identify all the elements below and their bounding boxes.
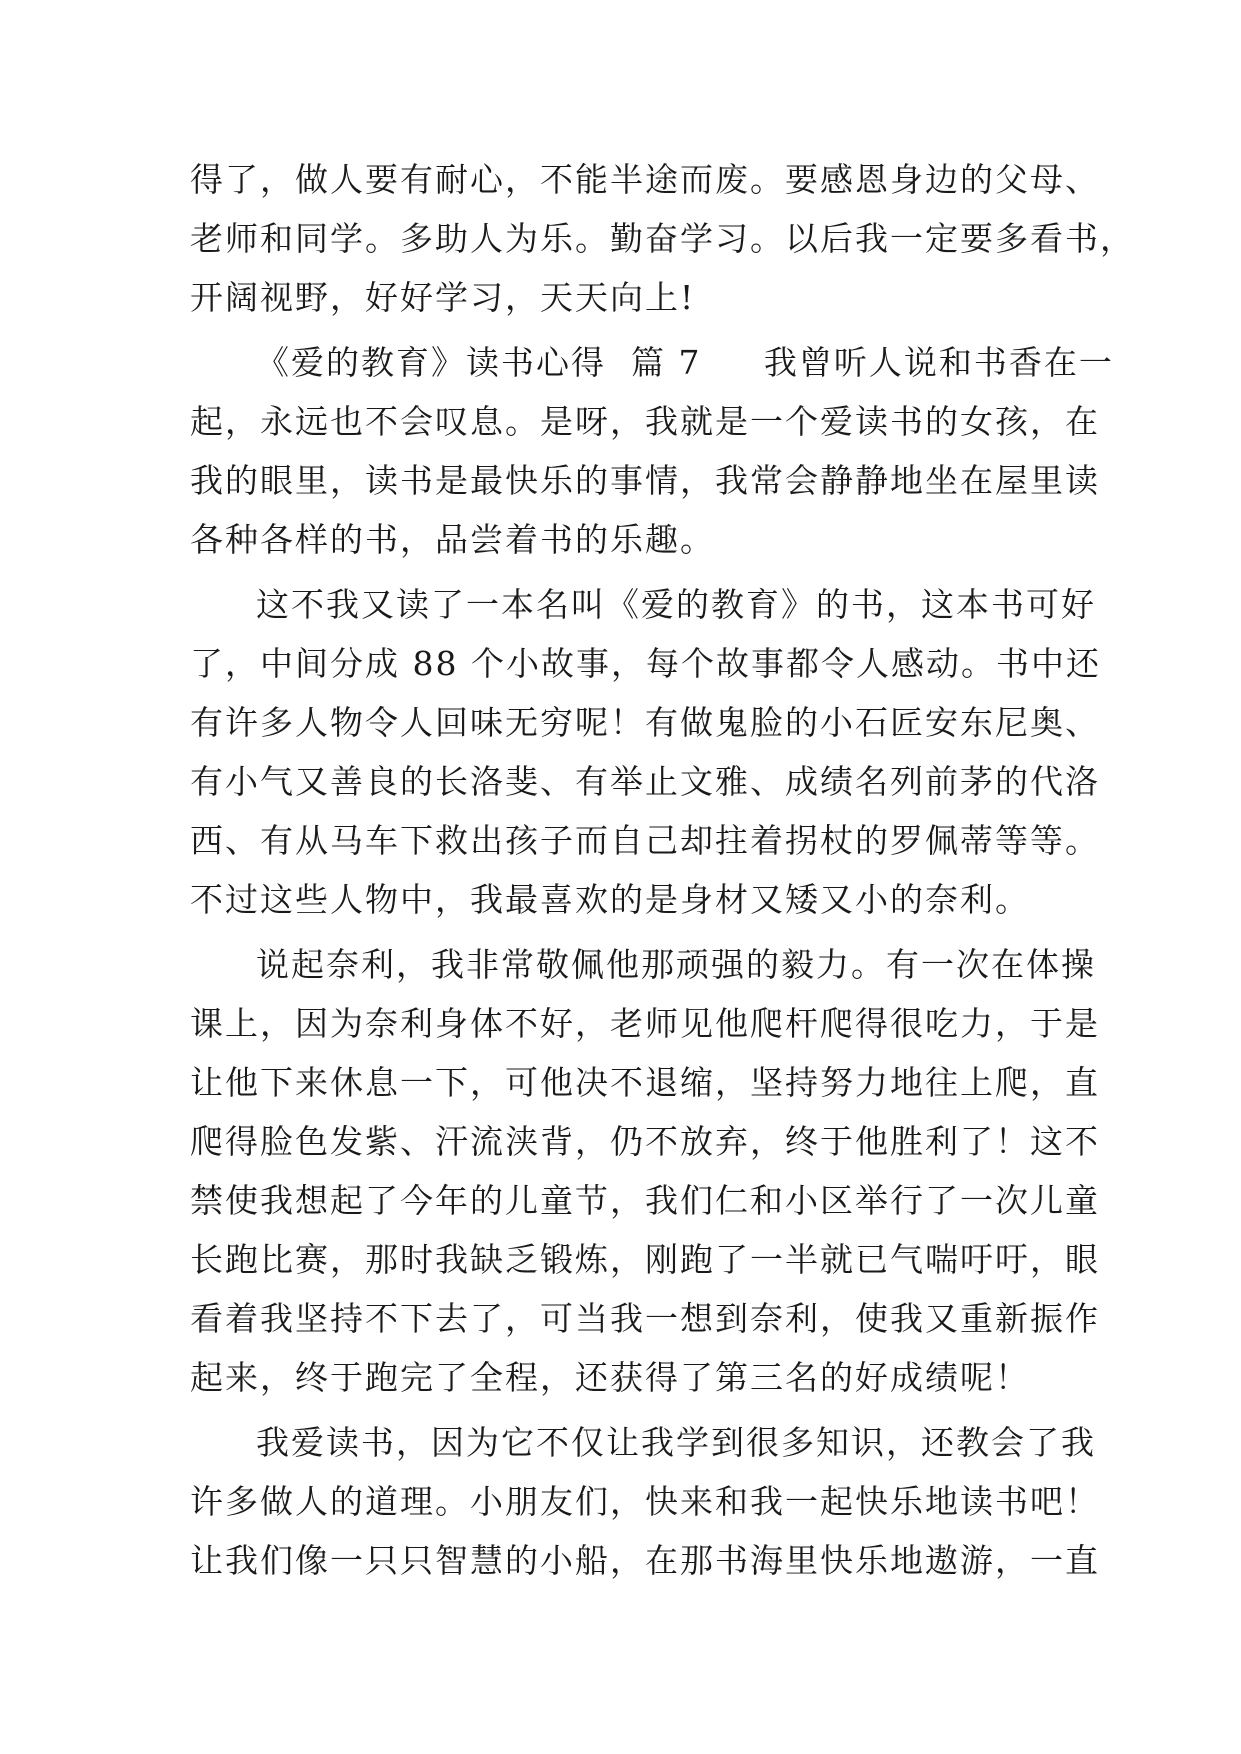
text-line: 不过这些人物中，我最喜欢的是身材又矮又小的奈利。 [190, 880, 1030, 919]
text-line: 有许多人物令人回味无穷呢！有做鬼脸的小石匠安东尼奥、 [190, 703, 1100, 742]
text-line: 西、有从马车下救出孩子而自己却拄着拐杖的罗佩蒂等等。 [190, 821, 1100, 860]
text-line: 爬得脸色发紫、汗流浃背，仍不放弃，终于他胜利了！这不 [190, 1122, 1100, 1161]
text-line: 各种各样的书，品尝着书的乐趣。 [190, 520, 715, 559]
text-line: 长跑比赛，那时我缺乏锻炼，刚跑了一半就已气喘吁吁，眼 [190, 1240, 1100, 1279]
text-line: 老师和同学。多助人为乐。勤奋学习。以后我一定要多看书， [190, 219, 1135, 258]
text-line: 让他下来休息一下，可他决不退缩，坚持努力地往上爬，直 [190, 1063, 1100, 1102]
text-line: 起，永远也不会叹息。是呀，我就是一个爱读书的女孩，在 [190, 402, 1100, 441]
text-line: 看着我坚持不下去了，可当我一想到奈利，使我又重新振作 [190, 1299, 1100, 1338]
text-line: 让我们像一只只智慧的小船，在那书海里快乐地遨游，一直 [190, 1541, 1100, 1580]
text-line: 课上，因为奈利身体不好，老师见他爬杆爬得很吃力，于是 [190, 1004, 1100, 1043]
paragraph-start-line: 这不我又读了一本名叫《爱的教育》的书，这本书可好 [256, 585, 1096, 624]
text-line: 禁使我想起了今年的儿童节，我们仁和小区举行了一次儿童 [190, 1181, 1100, 1220]
document-body [190, 150, 1135, 1590]
text-line: 有小气又善良的长洛斐、有举止文雅、成绩名列前茅的代洛 [190, 762, 1100, 801]
text-line: 得了，做人要有耐心，不能半途而废。要感恩身边的父母、 [190, 160, 1100, 199]
text-line: 我的眼里，读书是最快乐的事情，我常会静静地坐在屋里读 [190, 461, 1100, 500]
text-line: 开阔视野，好好学习，天天向上! [190, 278, 696, 317]
text-line: 起来，终于跑完了全程，还获得了第三名的好成绩呢！ [190, 1358, 1030, 1397]
section-heading-line: 《爱的教育》读书心得 篇 7 我曾听人说和书香在一 [256, 343, 1114, 382]
text-line: 许多做人的道理。小朋友们，快来和我一起快乐地读书吧！ [190, 1482, 1100, 1521]
paragraph-start-line: 我爱读书，因为它不仅让我学到很多知识，还教会了我 [256, 1423, 1096, 1462]
text-line: 了，中间分成 88 个小故事，每个故事都令人感动。书中还 [190, 644, 1101, 683]
paragraph-start-line: 说起奈利，我非常敬佩他那顽强的毅力。有一次在体操 [256, 945, 1096, 984]
